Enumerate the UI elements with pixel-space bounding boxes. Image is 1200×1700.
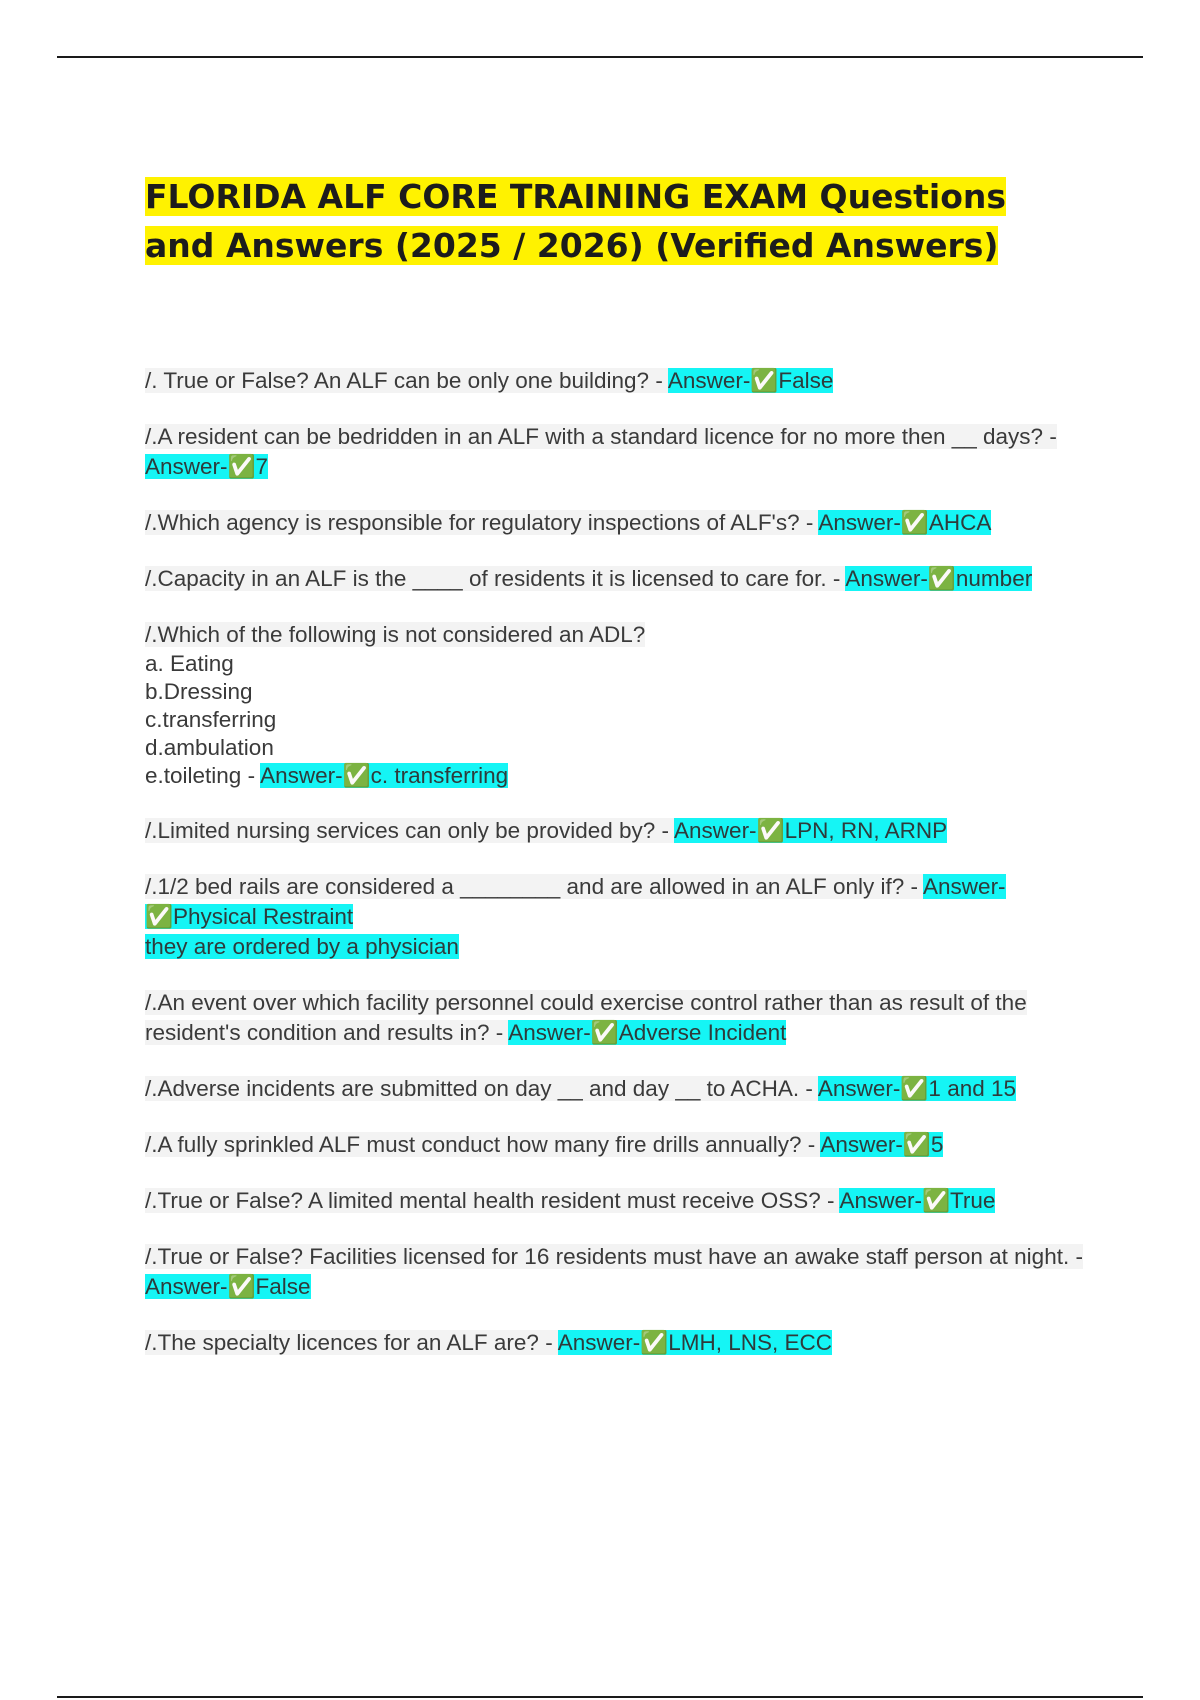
answer-text-continued: they are ordered by a physician <box>145 934 459 959</box>
question-text: /.An event over which facility personnel could exercise control rather than as result of the resident's condition and results in? - <box>145 990 1027 1045</box>
qa-item <box>145 1130 1095 1160</box>
qa-item <box>145 1242 1095 1302</box>
qa-item <box>145 816 1095 846</box>
answer-text: Answer-✅False <box>667 368 834 393</box>
qa-item <box>145 508 1095 538</box>
question-text: /.1/2 bed rails are considered a ________ and are allowed in an ALF only if? - <box>145 874 924 899</box>
option-e: e.toileting - <box>145 763 261 788</box>
answer-text: Answer-✅LPN, RN, ARNP <box>674 818 948 843</box>
qa-item <box>145 1328 1095 1358</box>
option-c: c.transferring <box>145 707 277 732</box>
document-title-text: FLORIDA ALF CORE TRAINING EXAM Questions and Answers (2025 / 2026) (Verified Answers) <box>145 177 1007 265</box>
question-text: /.A resident can be bedridden in an ALF with a standard licence for no more then __ days? - <box>145 424 1057 449</box>
question-text: /.Which agency is responsible for regulatory inspections of ALF's? - <box>145 510 819 535</box>
question-text: /.A fully sprinkled ALF must conduct how many fire drills annually? - <box>145 1132 821 1157</box>
qa-item <box>145 564 1095 594</box>
answer-text: Answer-✅Physical Restraint <box>145 874 1006 929</box>
option-e-line <box>145 762 1095 790</box>
bottom-rule <box>57 1696 1143 1698</box>
answer-text: Answer-✅5 <box>820 1132 944 1157</box>
answer-text: Answer-✅1 and 15 <box>817 1076 1017 1101</box>
qa-item <box>145 1074 1095 1104</box>
qa-list <box>145 366 1095 1384</box>
qa-item-multiple-choice <box>145 620 1095 790</box>
question-text: /.Which of the following is not considered an ADL? <box>145 622 646 647</box>
option-b: b.Dressing <box>145 679 253 704</box>
answer-text: Answer-✅True <box>839 1188 996 1213</box>
qa-item <box>145 988 1095 1048</box>
question-text: /.Adverse incidents are submitted on day __ and day __ to ACHA. - <box>145 1076 818 1101</box>
qa-item <box>145 422 1095 482</box>
question-text: /.True or False? Facilities licensed for 16 residents must have an awake staff person at night. - <box>145 1244 1083 1269</box>
question-text: /.Limited nursing services can only be provided by? - <box>145 818 675 843</box>
option-d: d.ambulation <box>145 735 274 760</box>
answer-text: Answer-✅AHCA <box>818 510 992 535</box>
answer-text: Answer-✅False <box>145 1274 311 1299</box>
top-rule <box>57 56 1143 58</box>
answer-text: Answer-✅c. transferring <box>260 763 509 788</box>
qa-item <box>145 366 1095 396</box>
qa-item <box>145 1186 1095 1216</box>
answer-text: Answer-✅Adverse Incident <box>508 1020 787 1045</box>
qa-item <box>145 872 1095 962</box>
option-list <box>145 650 1095 790</box>
question-text: /.True or False? A limited mental health resident must receive OSS? - <box>145 1188 840 1213</box>
answer-text: Answer-✅number <box>845 566 1033 591</box>
document-title <box>145 172 1075 270</box>
question-text: /.Capacity in an ALF is the ____ of residents it is licensed to care for. - <box>145 566 846 591</box>
question-text: /.The specialty licences for an ALF are? - <box>145 1330 558 1355</box>
question-text: /. True or False? An ALF can be only one building? - <box>145 368 668 393</box>
option-a: a. Eating <box>145 651 234 676</box>
answer-text: Answer-✅7 <box>145 454 269 479</box>
answer-text: Answer-✅LMH, LNS, ECC <box>557 1330 833 1355</box>
